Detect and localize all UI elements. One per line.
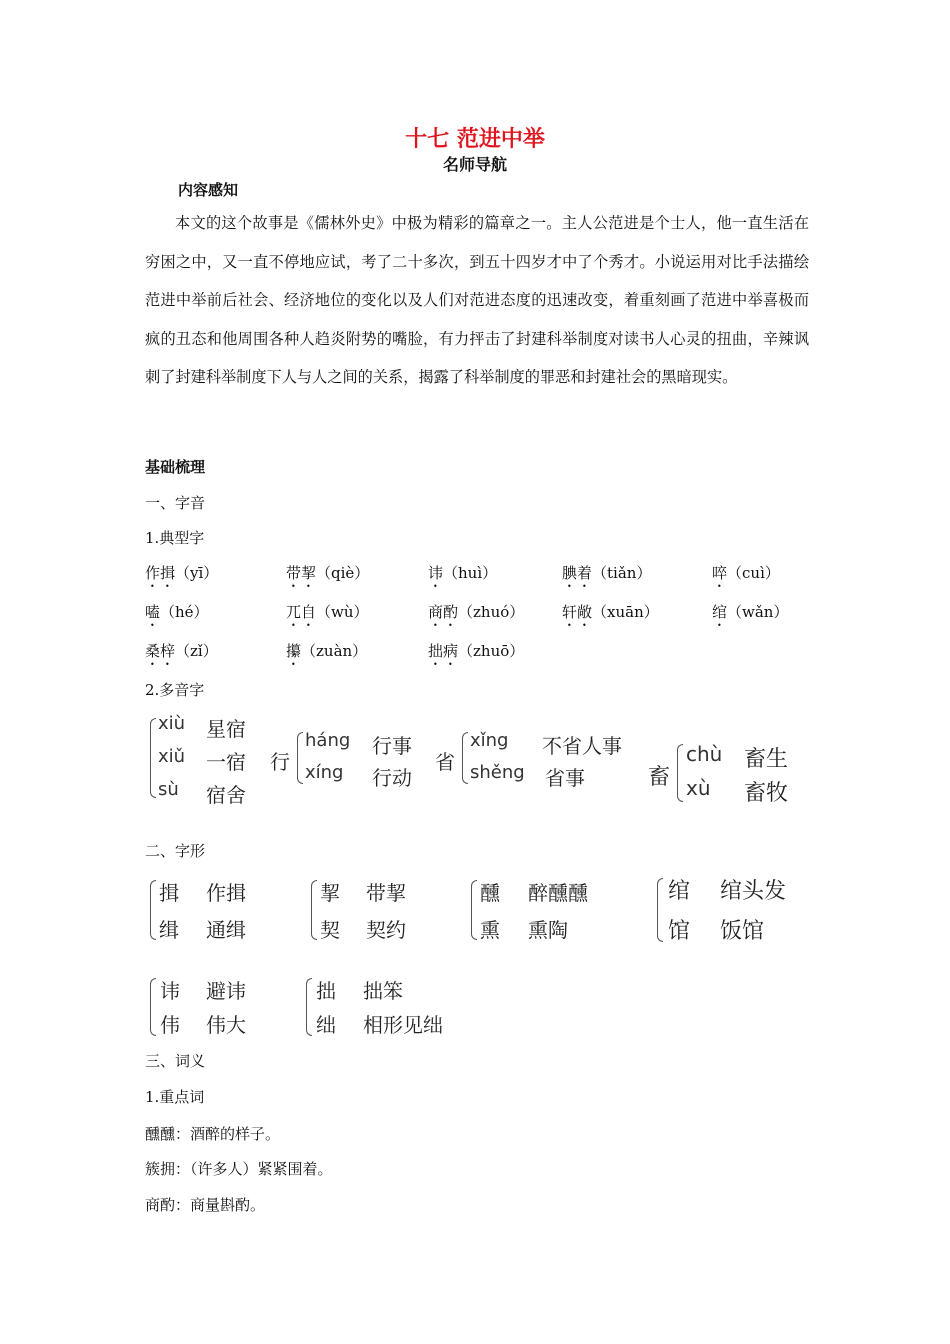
typical-char-pinyin: （zuàn） [301, 642, 368, 660]
typical-char-word: 桑梓 [145, 642, 176, 660]
example-word: 行事 [372, 734, 412, 758]
example-word: 宿舍 [206, 783, 246, 807]
typical-char-item [145, 601, 209, 630]
shape-word: 带挈 [366, 881, 406, 905]
typical-char-item [286, 640, 367, 669]
typical-char-pinyin: （zhuō） [458, 642, 525, 660]
shape-word: 相形见绌 [363, 1013, 443, 1037]
brace-icon [677, 744, 683, 802]
shape-char: 挈 [320, 881, 340, 905]
typical-char-pinyin: （qiè） [316, 564, 370, 582]
typical-char-word: 攥 [286, 642, 302, 660]
typical-char-item [286, 601, 369, 630]
typical-char-pinyin: （huì） [443, 564, 498, 582]
typical-char-pinyin: （zǐ） [175, 642, 218, 660]
typical-char-item [286, 562, 369, 591]
typical-char-pinyin: （xuān） [592, 603, 659, 621]
typical-char-pinyin: （wǎn） [727, 603, 789, 621]
shape-word: 避讳 [206, 979, 246, 1003]
polyphonic-char: 畜 [648, 765, 671, 790]
section-heading-basic: 基础梳理 [145, 458, 206, 476]
typical-char-pinyin: （cuì） [727, 564, 780, 582]
example-word: 不省人事 [542, 734, 622, 758]
shape-char: 伟 [160, 1013, 180, 1037]
brace-icon [150, 978, 156, 1036]
typical-char-word: 腆着 [562, 564, 593, 582]
shape-char: 揖 [159, 881, 179, 905]
typical-char-item [562, 601, 659, 630]
shape-char: 馆 [668, 919, 691, 944]
pinyin: xiù [158, 713, 186, 734]
brace-icon [150, 880, 156, 940]
typical-char-word: 作揖 [145, 564, 176, 582]
word-definition: 商酌：商量斟酌。 [145, 1196, 266, 1214]
typical-char-item [712, 601, 788, 630]
typical-char-item [428, 640, 524, 669]
brace-icon [150, 718, 156, 798]
shape-char: 讳 [160, 979, 180, 1003]
shape-char: 拙 [316, 979, 336, 1003]
typical-char-pinyin: （yī） [175, 564, 219, 582]
section-heading-content: 内容感知 [178, 181, 239, 199]
word-definition: 簇拥：（许多人）紧紧围着。 [145, 1160, 333, 1178]
brace-icon [471, 880, 477, 940]
summary-paragraph: 本文的这个故事是《儒林外史》中极为精彩的篇章之一。主人公范进是个士人，他一直生活在穷困之中，又一直不停地应试，考了二十多次，到五十四岁才中了个秀才。小说运用对比手法描绘范进中举前后社会、经济地位的变化以及人们对范进态度的迅速改变，着重刻画了范进中举喜极而疯的丑态和他周围各种人趋炎附势的嘴脸，有力抨击了封建科举制度对读书人心灵的扭曲，辛辣讽刺了封建科举制度下人与人之间的关系，揭露了科举制度的罪恶和封建社会的黑暗现实。 [145, 214, 809, 387]
part-heading-pronunciation: 一、字音 [145, 494, 206, 512]
example-word: 行动 [372, 766, 412, 790]
shape-word: 饭馆 [720, 919, 765, 944]
subheading-polyphonic: 2.多音字 [145, 681, 205, 699]
brace-icon [306, 978, 312, 1036]
shape-word: 作揖 [206, 881, 246, 905]
pinyin: xù [686, 776, 711, 800]
pinyin: sù [158, 779, 179, 800]
typical-char-item [712, 562, 780, 591]
shape-char: 绾 [668, 879, 691, 904]
shape-word: 熏陶 [528, 918, 568, 942]
part-heading-shape: 二、字形 [145, 842, 206, 860]
pinyin: shěng [470, 762, 525, 783]
typical-char-item [145, 640, 218, 669]
brace-icon [297, 732, 303, 784]
shape-char: 契 [320, 918, 340, 942]
example-word: 畜牧 [744, 781, 789, 806]
subheading-typical-chars: 1.典型字 [145, 529, 205, 547]
pinyin: xíng [305, 762, 344, 783]
typical-char-item [562, 562, 651, 591]
example-word: 一宿 [206, 750, 246, 774]
typical-char-pinyin: （hé） [160, 603, 209, 621]
shape-word: 通缉 [206, 918, 246, 942]
example-word: 星宿 [206, 717, 246, 741]
shape-char: 醺 [480, 881, 500, 905]
brace-icon [311, 880, 317, 940]
subheading-key-words: 1.重点词 [145, 1088, 205, 1106]
part-heading-meaning: 三、词义 [145, 1052, 206, 1070]
document-title: 十七 范进中举 [405, 127, 545, 152]
typical-char-word: 嗑 [145, 603, 161, 621]
pinyin: xǐng [470, 730, 509, 751]
document-subtitle: 名师导航 [442, 155, 507, 174]
typical-char-word: 带挈 [286, 564, 317, 582]
example-word: 畜生 [744, 747, 789, 772]
typical-char-word: 轩敞 [562, 603, 593, 621]
shape-char: 绌 [316, 1013, 336, 1037]
typical-char-pinyin: （wù） [316, 603, 369, 621]
pinyin: háng [305, 730, 351, 751]
typical-char-item [145, 562, 218, 591]
typical-char-word: 啐 [712, 564, 728, 582]
polyphonic-char: 行 [270, 750, 290, 774]
brace-icon [657, 878, 663, 942]
example-word: 省事 [545, 766, 585, 790]
pinyin: xiǔ [158, 746, 186, 767]
pinyin: chù [686, 742, 723, 766]
typical-char-word: 商酌 [428, 603, 459, 621]
shape-char: 缉 [159, 918, 179, 942]
shape-char: 熏 [480, 918, 500, 942]
shape-word: 醉醺醺 [528, 881, 588, 905]
typical-char-item [428, 562, 497, 591]
typical-char-word: 兀自 [286, 603, 317, 621]
brace-icon [462, 732, 468, 784]
shape-word: 绾头发 [720, 879, 787, 904]
polyphonic-char: 省 [435, 750, 455, 774]
shape-word: 契约 [366, 918, 406, 942]
typical-char-pinyin: （tiǎn） [592, 564, 652, 582]
typical-char-word: 拙病 [428, 642, 459, 660]
typical-char-pinyin: （zhuó） [458, 603, 525, 621]
typical-char-word: 讳 [428, 564, 444, 582]
typical-char-word: 绾 [712, 603, 728, 621]
word-definition: 醺醺：酒醉的样子。 [145, 1125, 281, 1143]
shape-word: 伟大 [206, 1013, 246, 1037]
shape-word: 拙笨 [363, 979, 403, 1003]
typical-char-item [428, 601, 524, 630]
